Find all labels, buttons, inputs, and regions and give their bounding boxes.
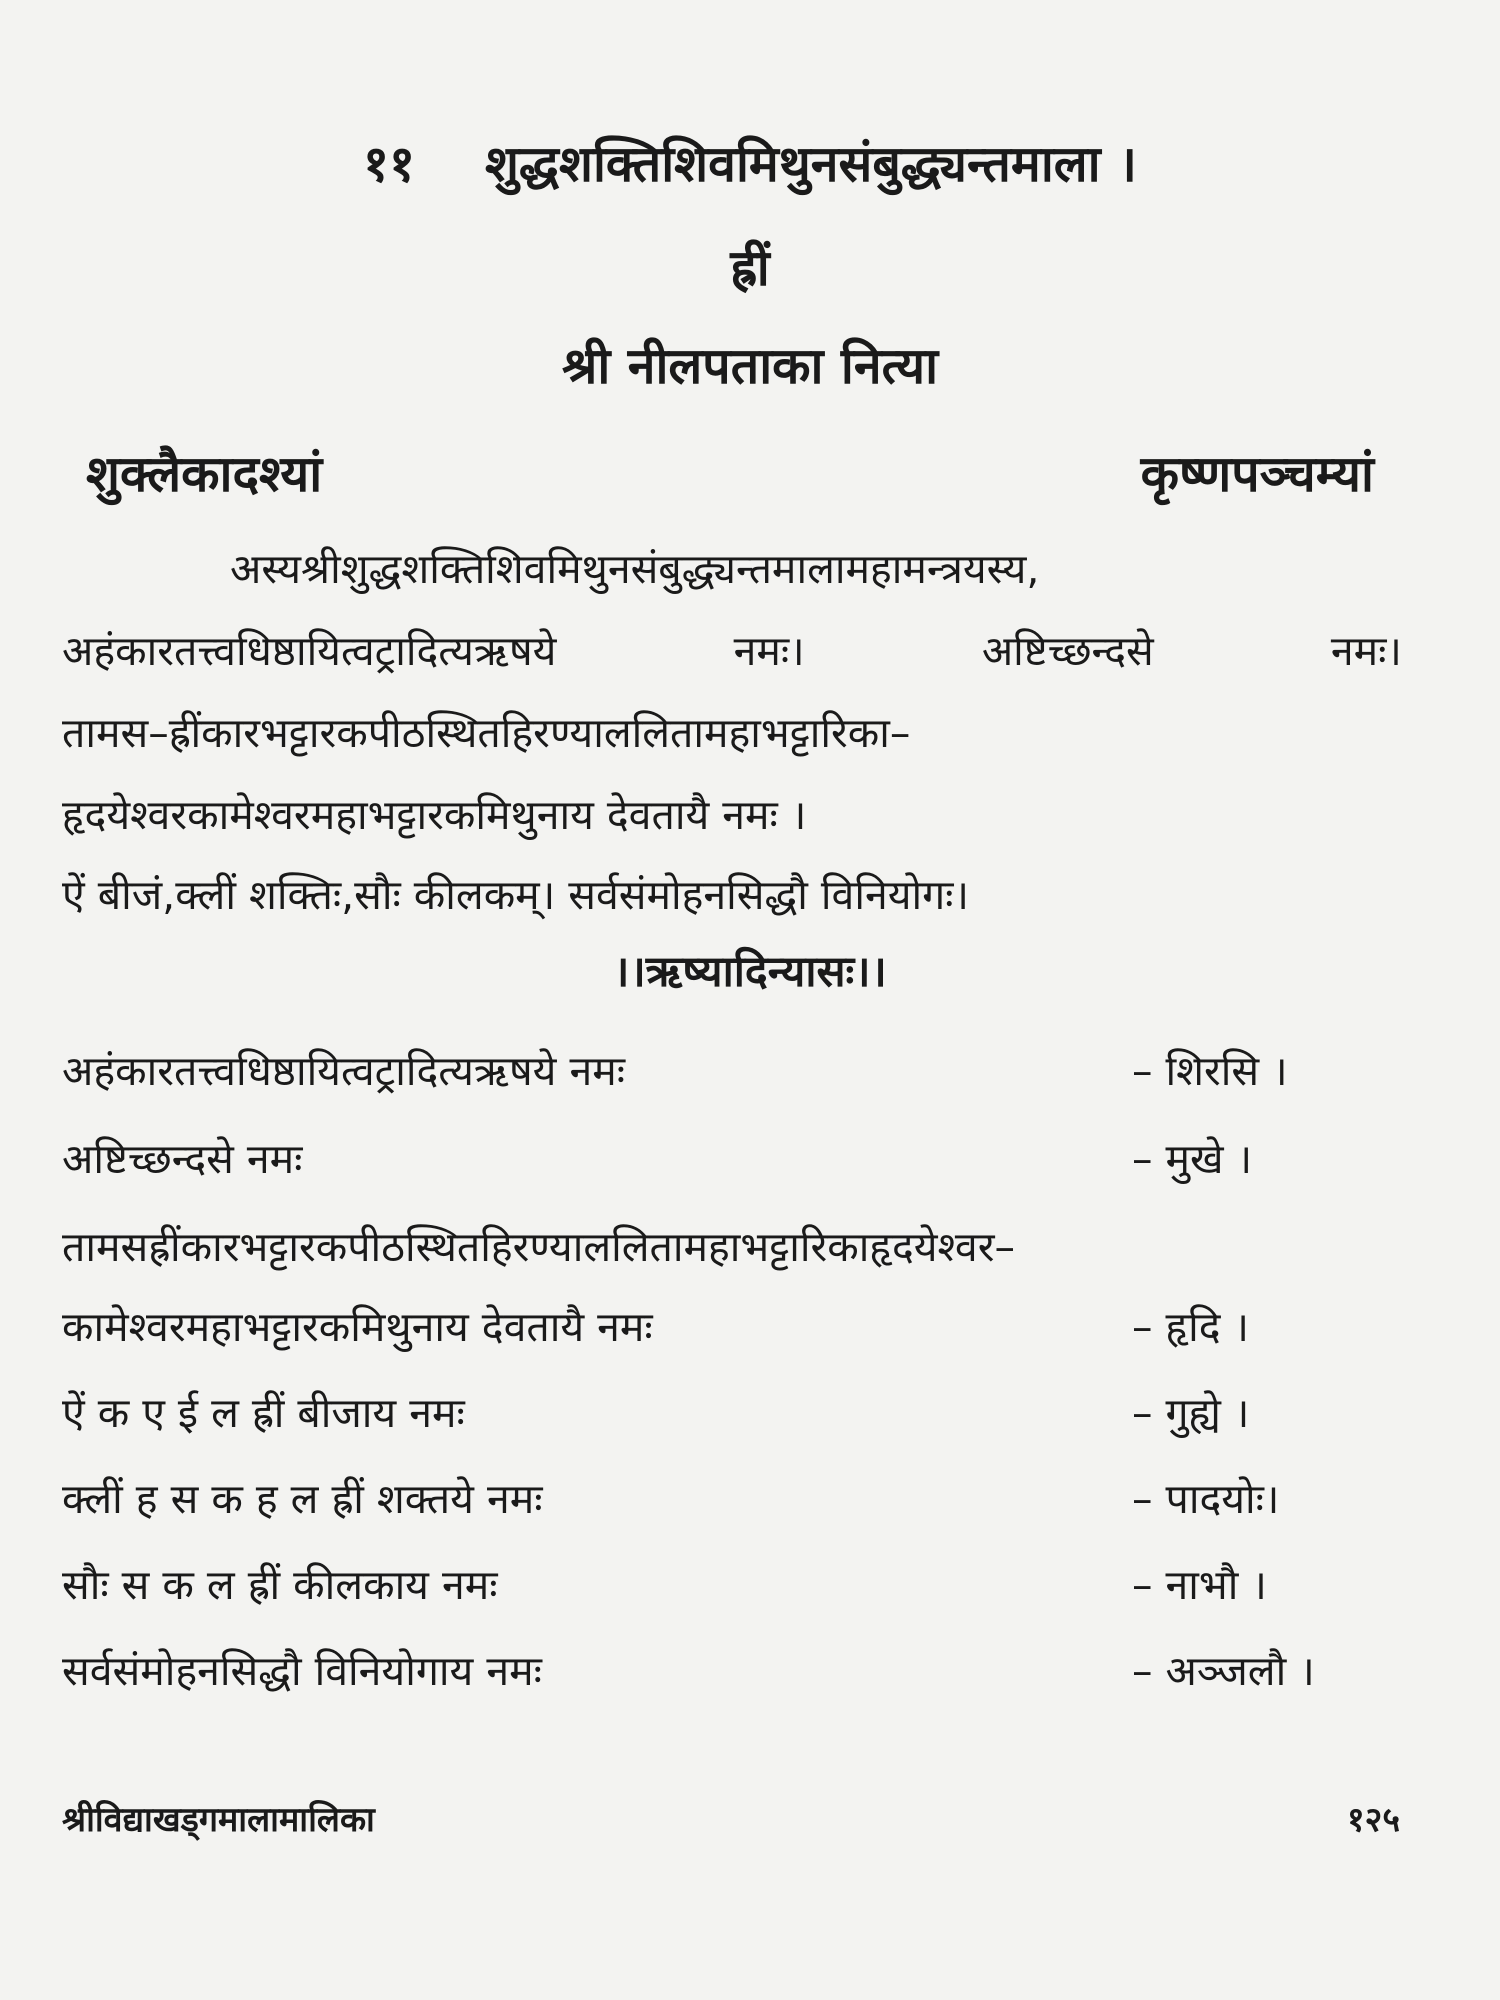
tithi-shukla: शुक्लैकादश्यां (86, 445, 323, 503)
footer-book-title: श्रीविद्याखड्गमालामालिका (62, 1800, 375, 1840)
nyasa-mantra: ऐं क ए ई ल ह्रीं बीजाय नमः (62, 1389, 465, 1437)
nyasa-place: – मुखे । (1132, 1135, 1253, 1183)
nyasa-mantra: अहंकारतत्त्वधिष्ठायित्वट्रादित्यऋषये नमः (62, 1047, 626, 1095)
viniyoga-namah-1: नमः। (733, 627, 805, 675)
viniyoga-line-4: हृदयेश्वरकामेश्वरमहाभट्टारकमिथुनाय देवतायै नमः । (62, 791, 807, 839)
section-title-text: शुद्धशक्तिशिवमिथुनसंबुद्ध्यन्तमाला । (485, 135, 1137, 193)
nyasa-place: – अञ्जलौ । (1132, 1647, 1315, 1695)
nitya-name: श्री नीलपताका नित्या (561, 337, 939, 395)
nyasa-place: – पादयोः। (1132, 1475, 1280, 1523)
nyasa-mantra: सौः स क ल ह्रीं कीलकाय नमः (62, 1561, 498, 1609)
nyasa-mantra: अष्टिच्छन्दसे नमः (62, 1135, 303, 1183)
viniyoga-line-3: तामस–ह्रींकारभट्टारकपीठस्थितहिरण्याललितामहाभट्टारिका– (62, 709, 911, 757)
nyasa-place: – हृदि । (1132, 1303, 1250, 1351)
nyasa-place: – शिरसि । (1132, 1047, 1288, 1095)
nyasa-place: – गुह्ये । (1132, 1389, 1250, 1437)
viniyoga-namah-2: नमः। (1330, 627, 1402, 675)
viniyoga-chhanda: अष्टिच्छन्दसे (981, 627, 1154, 675)
tithi-krishna: कृष्णपञ्चम्यां (1140, 445, 1374, 503)
nyasa-heading: ।।ऋष्यादिन्यासः।। (613, 947, 887, 997)
nyasa-mantra: सर्वसंमोहनसिद्धौ विनियोगाय नमः (62, 1647, 542, 1695)
section-number: ११ (363, 135, 416, 193)
section-title (0, 128, 1500, 196)
viniyoga-rishi: अहंकारतत्त्वधिष्ठायित्वट्रादित्यऋषये (62, 627, 557, 675)
nyasa-mantra: तामसह्रींकारभट्टारकपीठस्थितहिरण्याललितामहाभट्टारिकाहृदयेश्वर– (62, 1223, 1016, 1271)
viniyoga-line-1: अस्यश्रीशुद्धशक्तिशिवमिथुनसंबुद्ध्यन्तमालामहामन्त्रयस्य, (230, 545, 1040, 593)
viniyoga-line-2 (62, 622, 1402, 678)
nyasa-mantra: कामेश्वरमहाभट्टारकमिथुनाय देवतायै नमः (62, 1303, 653, 1351)
nyasa-mantra: क्लीं ह स क ह ल ह्रीं शक्तये नमः (62, 1475, 543, 1523)
bija-mantra: ह्रीं (730, 239, 770, 297)
viniyoga-line-5: ऐं बीजं,क्लीं शक्तिः,सौः कीलकम्। सर्वसंमोहनसिद्धौ विनियोगः। (62, 871, 970, 919)
nyasa-place: – नाभौ । (1132, 1561, 1267, 1609)
page-number: १२५ (1346, 1800, 1400, 1840)
